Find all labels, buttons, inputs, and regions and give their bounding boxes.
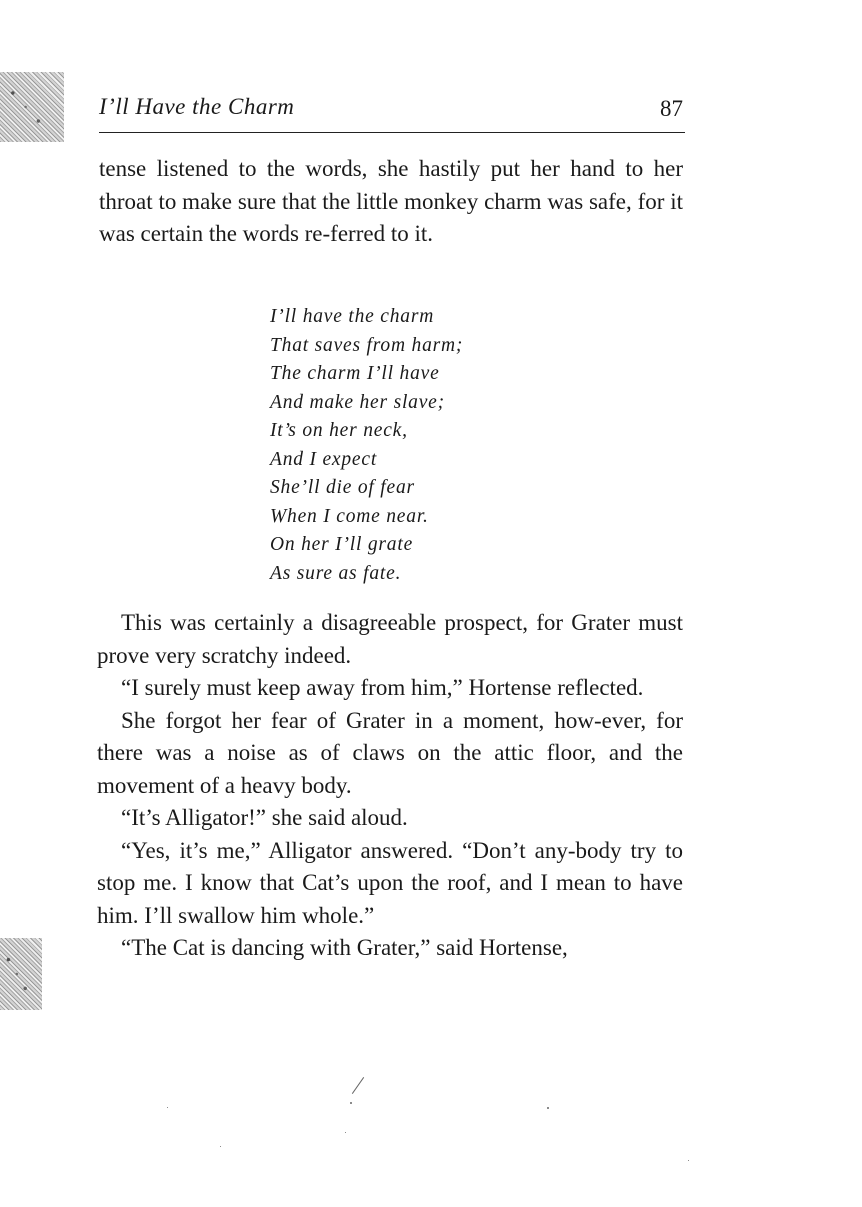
- poem-line: And I expect: [270, 448, 378, 470]
- poem-line: The charm I’ll have: [270, 363, 440, 384]
- scan-speck: [345, 1132, 346, 1133]
- scan-speck: [688, 1160, 689, 1161]
- poem-line: She’ll die of fear: [270, 477, 415, 498]
- paragraph: “The Cat is dancing with Grater,” said Hortense,: [121, 935, 568, 960]
- poem-line: On her I’ll grate: [270, 534, 414, 555]
- poem-line: I’ll have the charm: [270, 306, 435, 327]
- opening-text: [99, 153, 683, 251]
- poem-line: And make her slave;: [270, 391, 445, 413]
- paragraph: She forgot her fear of Grater in a moment, how-ever, for there was a noise as of claws on the attic floor, and the movement of a heavy body.: [97, 707, 683, 798]
- scan-speck: [350, 1102, 352, 1104]
- paragraph: This was certainly a disagreeable prospect, for Grater must prove very scratchy indeed.: [97, 610, 683, 668]
- poem-line: When I come near.: [270, 505, 429, 527]
- scan-smudge-bottom: [0, 938, 42, 1010]
- scan-speck: [220, 1146, 221, 1147]
- paragraph: “I surely must keep away from him,” Hortense reflected.: [121, 675, 644, 700]
- running-title: I’ll Have the Charm: [99, 94, 295, 119]
- scan-speck: [167, 1107, 168, 1108]
- poem-line: That saves from harm;: [270, 334, 464, 356]
- opening-paragraph: tense listened to the words, she hastily put her hand to her throat to make sure that the little monkey charm was safe, for it was certain the words re-ferred to it.: [99, 156, 683, 246]
- poem-line: As sure as fate.: [270, 562, 402, 584]
- scan-speck: [547, 1107, 549, 1109]
- page-header: [99, 92, 685, 133]
- poem-line: It’s on her neck,: [270, 420, 408, 441]
- scan-smudge-top: [0, 72, 64, 142]
- paragraph: “Yes, it’s me,” Alligator answered. “Don’t any-body try to stop me. I know that Cat’s upon the roof, and I mean to have him. I’ll swallow him whole.”: [97, 837, 683, 928]
- poem: [270, 303, 463, 588]
- paragraph: “It’s Alligator!” she said aloud.: [121, 805, 408, 830]
- scan-scratch: [352, 1077, 364, 1094]
- page-number: 87: [660, 96, 683, 121]
- body-text: [97, 607, 683, 965]
